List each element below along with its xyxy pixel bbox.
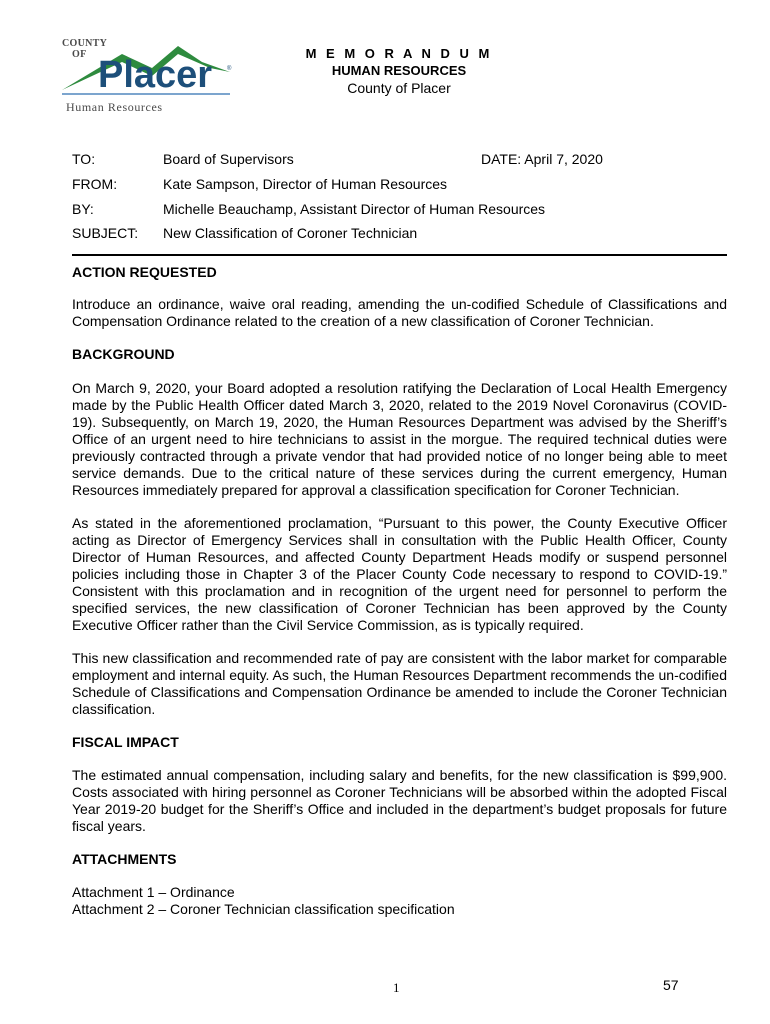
memo-title: M E M O R A N D U M [305,46,493,61]
page-number: 1 [393,980,400,995]
background-paragraph-1: On March 9, 2020, your Board adopted a resolution ratifying the Declaration of Local Health Emergency made by the Public Health Officer dated March 3, 2020, related to the 2019 Novel Coronavirus (COVID-19). Subsequently, on March 19, 2020, the Human Resources Department was advised by the Sheriff’s Office of an urgent need to hire technicians to assist in the morgue. The required technical duties were previously contracted through a private vendor that had provided notice of no longer being able to meet service demands. Due to the critical nature of these services during the current emergency, Human Resources immediately prepared for approval a classification specification for Coroner Technician. [72,380,727,498]
header-divider [72,254,727,256]
to-label: TO: [72,151,96,167]
subject-label: SUBJECT: [72,225,139,241]
registered-mark: ® [227,66,232,72]
date-value: DATE: April 7, 2020 [481,151,603,167]
from-label: FROM: [72,176,118,192]
logo-county-text: COUNTY [62,38,108,49]
background-paragraph-2: As stated in the aforementioned proclamation, “Pursuant to this power, the County Executive Officer acting as Director of Emergency Services shall in consultation with the Public Health Officer, County Director of Human Resources, and affected County Department Heads modify or suspend personnel policies including those in Chapter 3 of the Placer County Code necessary to respond to COVID-19.” Consistent with this proclamation and in recognition of the urgent need for personnel to perform the specified services, the new classification of Coroner Technician has been approved by the County Executive Officer rather than the Civil Service Commission, as is typically required. [72,515,727,633]
placer-county-logo [60,32,240,118]
logo-hr-text: Human Resources [66,100,163,114]
logo-of-text: OF [72,49,87,60]
by-label: BY: [72,201,94,217]
subject-value: New Classification of Coroner Technician [163,225,418,241]
fiscal-heading: FISCAL IMPACT [72,734,179,750]
background-heading: BACKGROUND [72,346,175,362]
attachment-item: Attachment 1 – Ordinance [72,884,235,900]
attachments-heading: ATTACHMENTS [72,851,177,867]
memo-body [72,264,727,918]
by-value: Michelle Beauchamp, Assistant Director of Human Resources [163,201,546,217]
memo-heading [300,46,498,97]
action-paragraph: Introduce an ordinance, waive oral reading, amending the un-codified Schedule of Classifications and Compensation Ordinance related to the creation of a new classification of Coroner Technician. [72,296,727,329]
memo-department: HUMAN RESOURCES [331,63,467,78]
memo-county: County of Placer [347,80,451,96]
logo-wordmark: Placer [98,54,213,96]
to-value: Board of Supervisors [163,151,294,167]
background-paragraph-3: This new classification and recommended rate of pay are consistent with the labor market for comparable employment and internal equity. As such, the Human Resources Department recommends the un-codified Schedule of Classifications and Compensation Ordinance be amended to include the Coroner Technician classification. [72,650,727,717]
fiscal-paragraph: The estimated annual compensation, including salary and benefits, for the new classification is $99,900. Costs associated with hiring personnel as Coroner Technicians will be absorbed within the adopted Fiscal Year 2019-20 budget for the Sheriff’s Office and included in the department’s budget proposals for future fiscal years. [72,767,727,834]
action-heading: ACTION REQUESTED [72,264,217,280]
attachment-item: Attachment 2 – Coroner Technician classification specification [72,901,455,917]
packet-page-stamp: 57 [663,977,679,993]
from-value: Kate Sampson, Director of Human Resources [163,176,448,192]
